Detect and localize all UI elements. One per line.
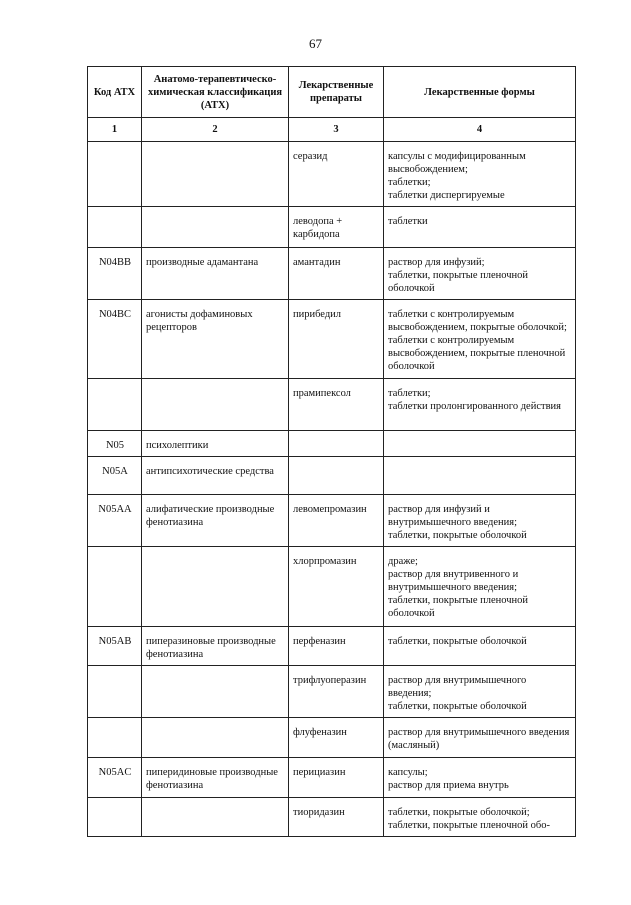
header-dosage-forms: Лекарственные формы <box>384 67 576 118</box>
column-number: 3 <box>289 118 384 142</box>
header-atx-classification: Анатомо-терапевтическо-химическая классификация (АТХ) <box>142 67 289 118</box>
drug-cell: серазид <box>289 142 384 207</box>
dosage-form-item: раствор для внутривенного и внутримышечного введения; <box>388 569 519 593</box>
dosage-form-item: таблетки, покрытые пленочной обо- <box>388 820 550 831</box>
dosage-form-item: таблетки с контролируемым высвобождением, покрытые оболочкой; <box>388 309 567 333</box>
drug-cell: тиоридазин <box>289 798 384 837</box>
table-row <box>88 666 576 718</box>
atx-code-cell <box>88 798 142 837</box>
dosage-forms-cell <box>384 457 576 495</box>
table-row <box>88 431 576 457</box>
atx-code-cell: N05AB <box>88 627 142 666</box>
table-row <box>88 495 576 547</box>
atx-code-cell <box>88 142 142 207</box>
atx-class-cell <box>142 547 289 627</box>
table-row <box>88 142 576 207</box>
atx-code-cell: N04BB <box>88 248 142 300</box>
drug-cell: левомепромазин <box>289 495 384 547</box>
table-row <box>88 207 576 248</box>
dosage-form-item: таблетки; <box>388 177 431 188</box>
atx-code-cell <box>88 547 142 627</box>
column-number-row <box>88 118 576 142</box>
table-row <box>88 379 576 431</box>
dosage-form-item: таблетки, покрытые оболочкой <box>388 530 527 541</box>
dosage-form-item: драже; <box>388 556 418 567</box>
header-atx-code: Код АТХ <box>88 67 142 118</box>
dosage-forms-cell <box>384 207 576 248</box>
drug-cell: флуфеназин <box>289 718 384 758</box>
atx-code-cell: N05AC <box>88 758 142 798</box>
atx-class-cell: психолептики <box>142 431 289 457</box>
atx-class-cell <box>142 379 289 431</box>
dosage-forms-cell <box>384 547 576 627</box>
table-row <box>88 758 576 798</box>
column-number: 1 <box>88 118 142 142</box>
atx-class-cell <box>142 666 289 718</box>
dosage-form-item: капсулы с модифицированным высвобождением; <box>388 151 526 175</box>
atx-class-cell: антипсихотические средства <box>142 457 289 495</box>
drug-cell: леводопа + карбидопа <box>289 207 384 248</box>
drug-cell <box>289 431 384 457</box>
dosage-form-item: таблетки, покрытые оболочкой <box>388 701 527 712</box>
atx-class-cell: пиперидиновые производные фенотиазина <box>142 758 289 798</box>
drug-cell: перициазин <box>289 758 384 798</box>
dosage-form-item: таблетки, покрытые оболочкой; <box>388 807 530 818</box>
dosage-form-item: таблетки <box>388 216 428 227</box>
atx-class-cell: агонисты дофаминовых рецепторов <box>142 300 289 379</box>
atx-code-cell: N04BC <box>88 300 142 379</box>
dosage-forms-cell <box>384 798 576 837</box>
dosage-forms-cell <box>384 431 576 457</box>
drug-cell: перфеназин <box>289 627 384 666</box>
dosage-forms-cell <box>384 627 576 666</box>
atx-code-cell: N05 <box>88 431 142 457</box>
dosage-forms-cell <box>384 758 576 798</box>
atx-class-cell <box>142 207 289 248</box>
drug-cell: хлорпромазин <box>289 547 384 627</box>
atx-class-cell <box>142 718 289 758</box>
dosage-form-item: раствор для инфузий и внутримышечного введения; <box>388 504 518 528</box>
dosage-form-item: раствор для внутримышечного введения; <box>388 675 527 699</box>
table-row <box>88 547 576 627</box>
drug-cell: амантадин <box>289 248 384 300</box>
table-body <box>88 142 576 837</box>
drug-cell: трифлуоперазин <box>289 666 384 718</box>
dosage-forms-cell <box>384 379 576 431</box>
header-drugs: Лекарственные препараты <box>289 67 384 118</box>
atx-class-cell: производные адамантана <box>142 248 289 300</box>
table-row <box>88 718 576 758</box>
table-row <box>88 248 576 300</box>
column-number: 2 <box>142 118 289 142</box>
table-row <box>88 457 576 495</box>
table-row <box>88 627 576 666</box>
drug-cell: прамипексол <box>289 379 384 431</box>
dosage-form-item: таблетки; <box>388 388 431 399</box>
dosage-forms-cell <box>384 495 576 547</box>
table-row <box>88 300 576 379</box>
atx-class-cell: пиперазиновые производные фенотиазина <box>142 627 289 666</box>
dosage-form-item: таблетки с контролируемым высвобождением, покрытые пленочной оболочкой <box>388 335 566 372</box>
dosage-form-item: капсулы; <box>388 767 428 778</box>
dosage-form-item: раствор для внутримышечного введения (масляный) <box>388 727 570 751</box>
page-number: 67 <box>309 36 322 51</box>
dosage-forms-cell <box>384 300 576 379</box>
atx-code-cell <box>88 379 142 431</box>
atx-code-cell <box>88 666 142 718</box>
dosage-form-item: раствор для приема внутрь <box>388 780 509 791</box>
atx-class-cell <box>142 142 289 207</box>
dosage-forms-cell <box>384 248 576 300</box>
table-header-row <box>88 67 576 118</box>
drug-cell <box>289 457 384 495</box>
atx-table <box>87 66 576 837</box>
dosage-forms-cell <box>384 718 576 758</box>
dosage-form-item: таблетки диспергируемые <box>388 190 505 201</box>
dosage-form-item: таблетки, покрытые пленочной оболочкой <box>388 595 529 619</box>
drug-cell: пирибедил <box>289 300 384 379</box>
atx-class-cell <box>142 798 289 837</box>
dosage-forms-cell <box>384 142 576 207</box>
atx-code-cell <box>88 207 142 248</box>
table-row <box>88 798 576 837</box>
atx-code-cell: N05A <box>88 457 142 495</box>
atx-code-cell: N05AA <box>88 495 142 547</box>
dosage-form-item: таблетки пролонгированного действия <box>388 401 561 412</box>
column-number: 4 <box>384 118 576 142</box>
atx-code-cell <box>88 718 142 758</box>
dosage-forms-cell <box>384 666 576 718</box>
dosage-form-item: таблетки, покрытые пленочной оболочкой <box>388 270 529 294</box>
dosage-form-item: раствор для инфузий; <box>388 257 485 268</box>
dosage-form-item: таблетки, покрытые оболочкой <box>388 636 527 647</box>
atx-class-cell: алифатические производные фенотиазина <box>142 495 289 547</box>
